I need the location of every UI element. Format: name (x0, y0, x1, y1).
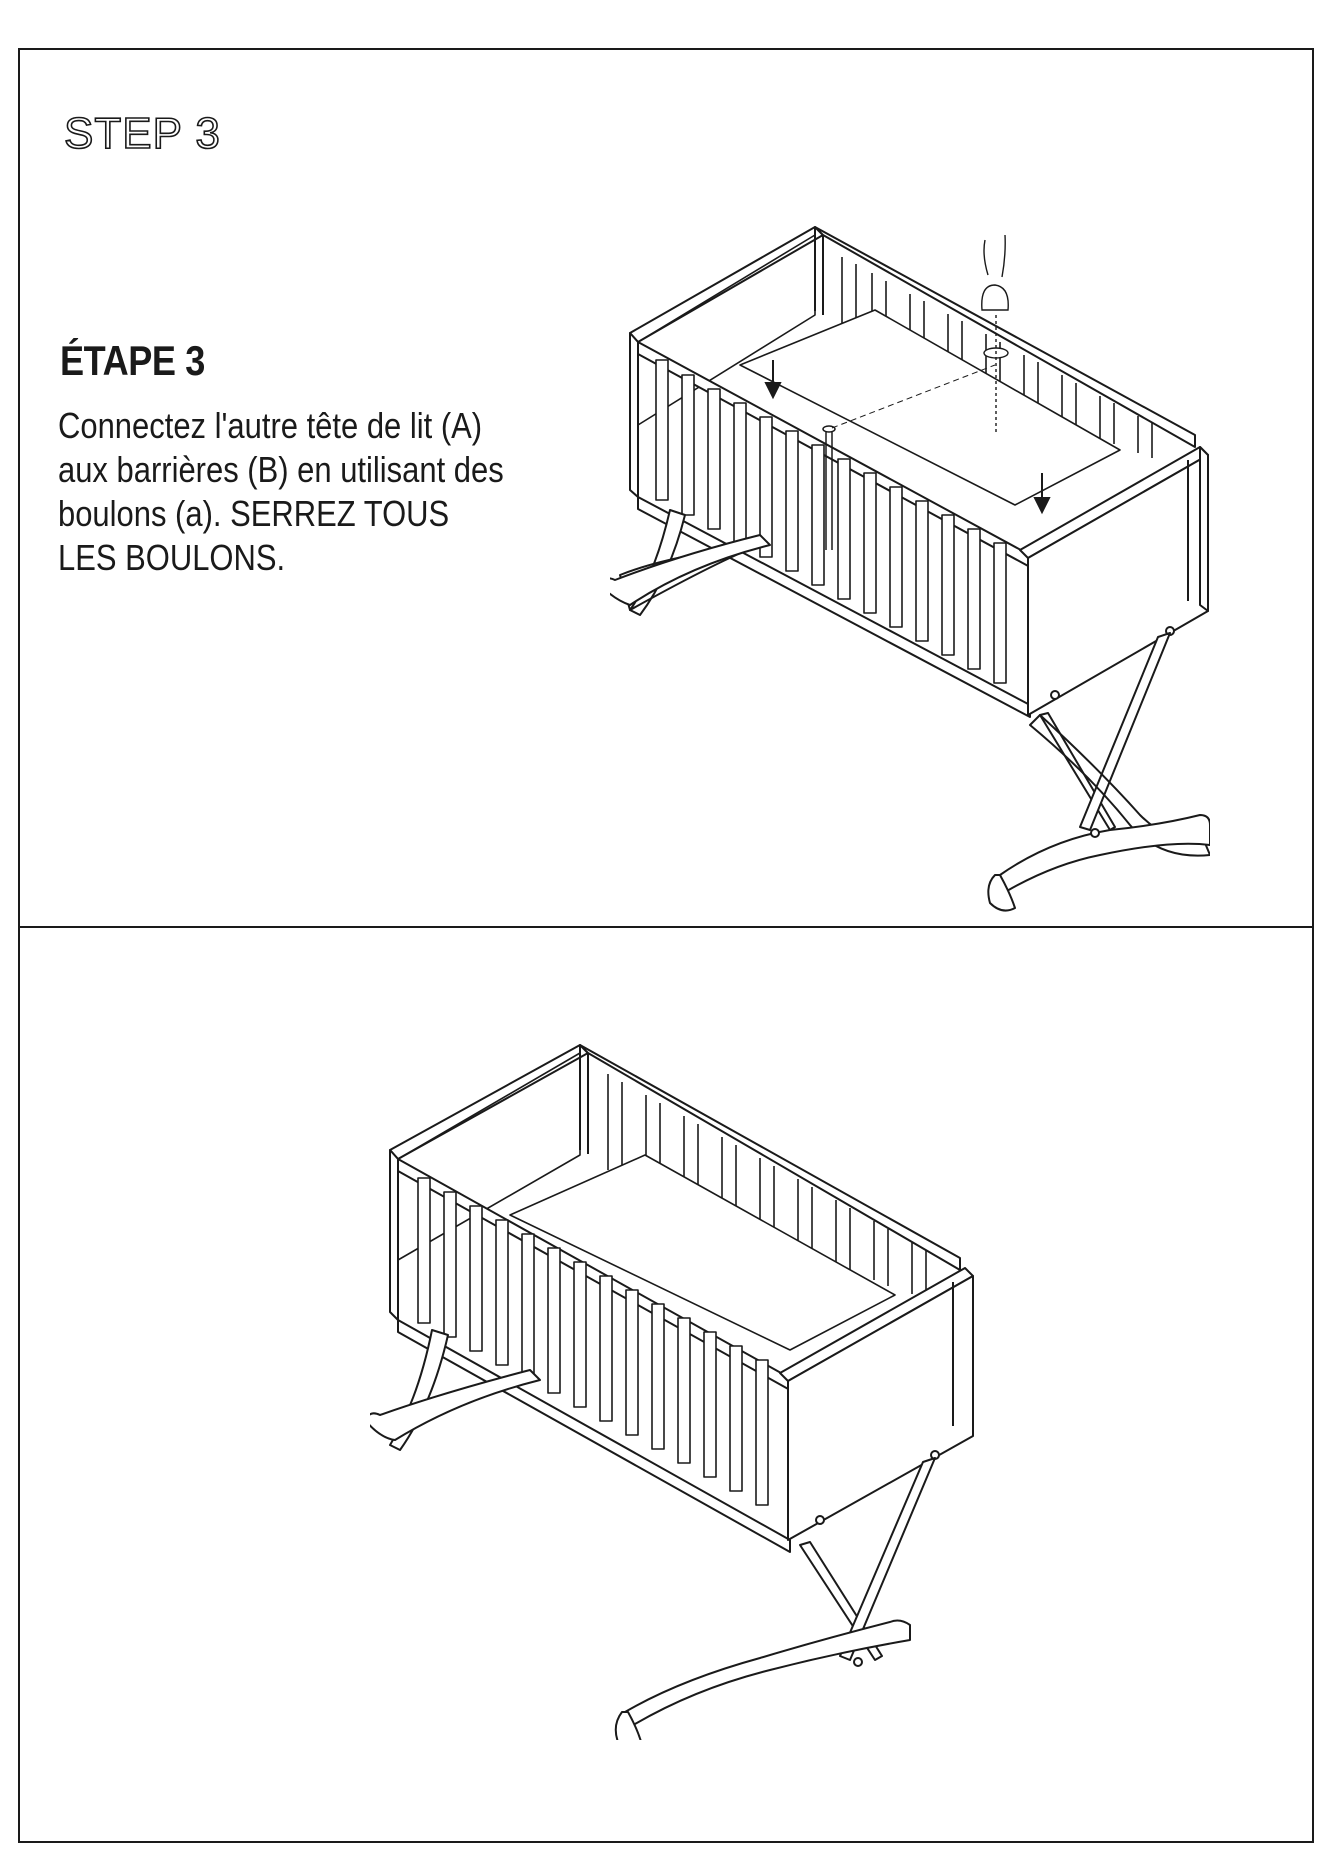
instruction-text (58, 404, 540, 580)
instruction-line: boulons (a). SERREZ TOUS (58, 493, 450, 534)
etape-title: ÉTAPE 3 (60, 337, 205, 384)
instruction-line: LES BOULONS. (58, 537, 286, 578)
step-heading: STEP 3 (64, 109, 221, 158)
instruction-line: Connectez l'autre tête de lit (A) (58, 405, 483, 446)
instruction-line: aux barrières (B) en utilisant des (58, 449, 504, 490)
cradle-assembly-diagram (610, 215, 1210, 925)
section-divider (18, 926, 1314, 928)
cradle-completed-diagram (370, 1040, 980, 1740)
